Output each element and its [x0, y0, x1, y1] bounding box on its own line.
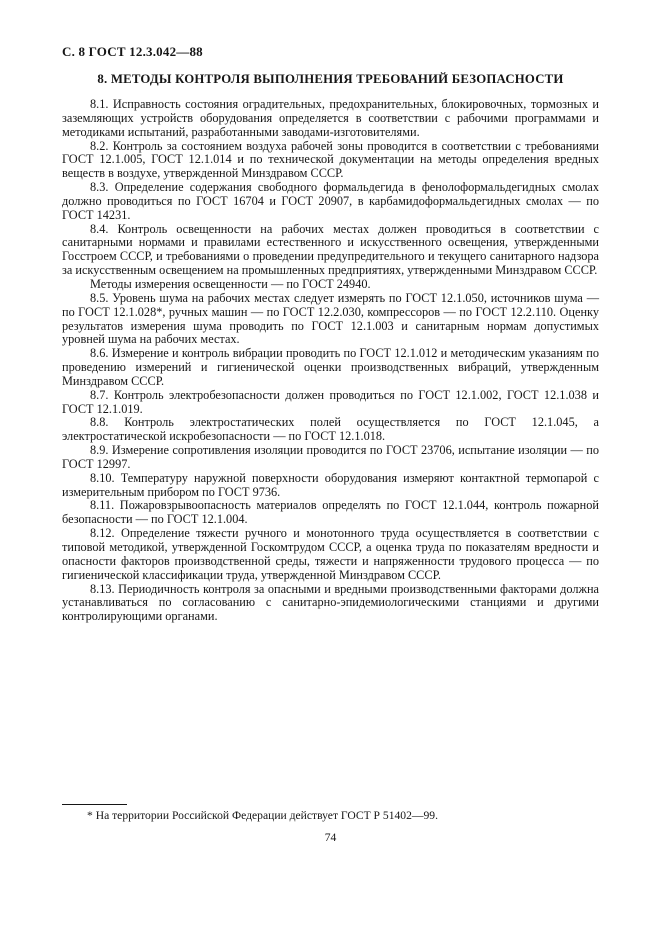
- paragraph-8-1: 8.1. Исправность состояния оградительных, предохранительных, блокировочных, тормозных и заземляющих устройств оборудования определяется в соответствии с рабочими программами и методиками испытаний, разработанными заводами-изготовителями.: [62, 97, 599, 139]
- section-title: 8. МЕТОДЫ КОНТРОЛЯ ВЫПОЛНЕНИЯ ТРЕБОВАНИЙ БЕЗОПАСНОСТИ: [97, 72, 564, 86]
- paragraph-8-4: 8.4. Контроль освещенности на рабочих местах должен проводиться в соответствии с санитарными нормами и правилами естественного и искусственного освещения, утвержденными Госстроем СССР, и требованиями о проведении предупредительного и текущего санитарного надзора за искусственным освещением на промышленных предприятиях, утвержденными Минздравом СССР.: [62, 221, 599, 278]
- paragraph-8-7: 8.7. Контроль электробезопасности должен проводиться по ГОСТ 12.1.002, ГОСТ 12.1.038 и ГОСТ 12.1.019.: [62, 387, 599, 416]
- document-body: [62, 98, 599, 624]
- footnote-area: [62, 804, 599, 823]
- paragraph-8-12: 8.12. Определение тяжести ручного и монотонного труда осуществляется в соответствии с типовой методикой, утвержденной Госкомтрудом СССР, а оценка труда по показателям вредности и опасности факторов производственной среды, тяжести и напряженности трудового процесса — по гигиенической классификации труда, утвержденной Минздравом СССР.: [62, 526, 599, 582]
- footnote-text: * На территории Российской Федерации действует ГОСТ Р 51402—99.: [87, 809, 438, 822]
- paragraph-8-8: 8.8. Контроль электростатических полей осуществляется по ГОСТ 12.1.045, а электростатической искробезопасности — по ГОСТ 12.1.018.: [62, 415, 599, 444]
- page-number: 74: [324, 831, 337, 844]
- paragraph-8-9: 8.9. Измерение сопротивления изоляции проводится по ГОСТ 23706, испытание изоляции — по ГОСТ 12997.: [62, 443, 599, 471]
- footnote-separator: [62, 804, 127, 805]
- paragraph-8-10: 8.10. Температуру наружной поверхности оборудования измеряют контактной термопарой с измерительным прибором по ГОСТ 9736.: [62, 470, 599, 499]
- paragraph-8-4-note: Методы измерения освещенности — по ГОСТ 24940.: [90, 276, 371, 291]
- paragraph-8-6: 8.6. Измерение и контроль вибрации проводить по ГОСТ 12.1.012 и методическим указаниям по проведению измерений и гигиенической оценки производственных вибраций, утвержденным Минздравом СССР.: [62, 346, 599, 388]
- paragraph-8-11: 8.11. Пожаровзрывоопасность материалов определять по ГОСТ 12.1.044, контроль пожарной безопасности — по ГОСТ 12.1.004.: [62, 498, 599, 527]
- paragraph-8-13: 8.13. Периодичность контроля за опасными и вредными производственными факторами должна устанавливаться по согласованию с санитарно-эпидемиологическими станциями и другими контролирующими органами.: [62, 581, 599, 624]
- paragraph-8-3: 8.3. Определение содержания свободного формальдегида в фенолоформальдегидных смолах должно проводиться по ГОСТ 16704 и ГОСТ 20907, в карбамидоформальдегидных смолах — по ГОСТ 14231.: [62, 180, 599, 222]
- paragraph-8-5: 8.5. Уровень шума на рабочих местах следует измерять по ГОСТ 12.1.050, источников шума — по ГОСТ 12.1.028*, ручных машин — по ГОСТ 12.2.030, компрессоров — по ГОСТ 12.2.110. Оценку результатов измерения шума проводить по ГОСТ 12.1.003 и санитарным нормам допустимых уровней шума на рабочих местах.: [62, 290, 599, 347]
- paragraph-8-2: 8.2. Контроль за состоянием воздуха рабочей зоны проводится в соответствии с требованиями ГОСТ 12.1.005, ГОСТ 12.1.014 и по технической документации на методы определения вредных веществ в воздухе, утвержденной Минздравом СССР.: [62, 138, 599, 181]
- running-header: С. 8 ГОСТ 12.3.042—88: [62, 44, 203, 59]
